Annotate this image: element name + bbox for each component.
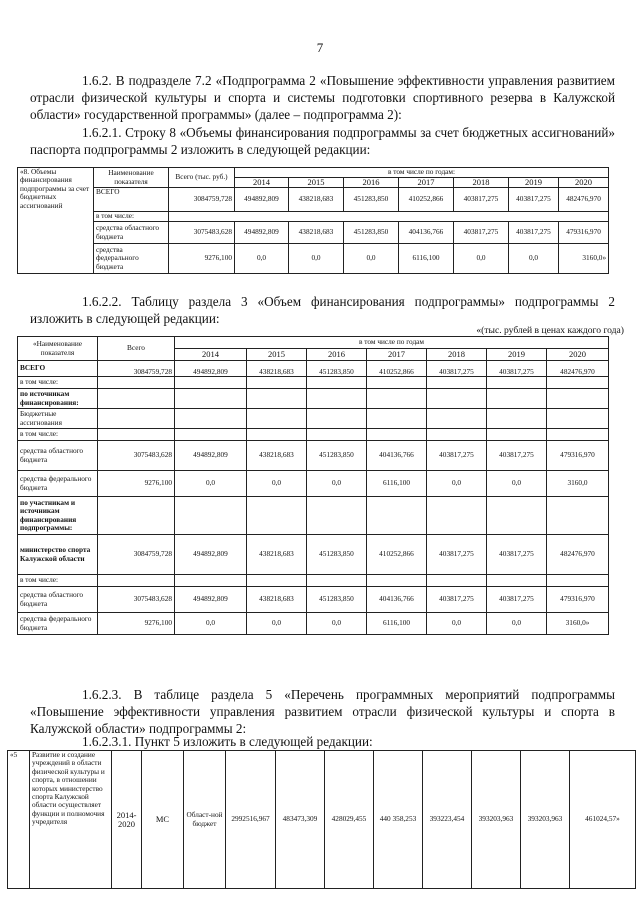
row-label: ВСЕГО [94, 188, 169, 212]
row-label: Бюджетные ассигнования [18, 409, 98, 429]
row-label: средства федерального бюджета [18, 613, 98, 635]
value-cell: 410252,866 [367, 535, 427, 575]
row-label: средства областного бюджета [18, 441, 98, 471]
total-cell: 3084759,728 [98, 535, 175, 575]
value-cell [487, 497, 547, 535]
header-year: 2014 [235, 178, 289, 188]
value-cell [247, 575, 307, 587]
header-year: 2017 [367, 349, 427, 361]
value-cell [427, 429, 487, 441]
empty-cell [169, 212, 609, 222]
page-number: 7 [316, 40, 324, 55]
value-cell: 479316,970 [547, 441, 609, 471]
table-row [18, 429, 609, 441]
value-cell [547, 497, 609, 535]
value-cell [487, 429, 547, 441]
value-cell [247, 409, 307, 429]
value-cell [247, 377, 307, 389]
total-cell [98, 409, 175, 429]
total-cell: 9276,100 [98, 613, 175, 635]
value-cell: 403817,275 [427, 587, 487, 613]
header-years-group: в том числе по годам: [235, 168, 609, 178]
value-cell: 451283,850 [307, 361, 367, 377]
value-cell: 451283,850 [307, 535, 367, 575]
value-cell [427, 497, 487, 535]
value-cell: 403817,275 [487, 587, 547, 613]
value-cell: 482476,970 [559, 188, 609, 212]
value-cell: 0,0 [344, 244, 399, 274]
measure-name: Развитие и создание учреждений в области физической культуры и спорта, в отношении которых министерство спорта Калужской области осуществляет функции и полномочия учредителя [30, 751, 112, 889]
value-cell: 0,0 [509, 244, 559, 274]
value-cell: 404136,766 [367, 441, 427, 471]
measures-item-5-table [7, 750, 636, 889]
value-cell: 6116,100 [367, 471, 427, 497]
value-cell [367, 429, 427, 441]
header-year: 2016 [344, 178, 399, 188]
value-cell: 393223,454 [423, 751, 472, 889]
row-label: в том числе: [18, 377, 98, 389]
row-label: в том числе: [18, 575, 98, 587]
value-cell: 438218,683 [247, 587, 307, 613]
value-cell: 403817,275 [487, 361, 547, 377]
row-label: в том числе: [18, 429, 98, 441]
value-cell [367, 389, 427, 409]
value-cell: 494892,809 [235, 188, 289, 212]
value-cell [175, 377, 247, 389]
value-cell [247, 389, 307, 409]
value-cell: 482476,970 [547, 535, 609, 575]
header-name: «Наименование показателя [18, 337, 98, 361]
value-cell [427, 409, 487, 429]
header-year: 2019 [509, 178, 559, 188]
header-year: 2019 [487, 349, 547, 361]
table-row [18, 575, 609, 587]
value-cell: 403817,275 [487, 441, 547, 471]
value-cell [487, 377, 547, 389]
value-cell [367, 575, 427, 587]
value-cell: 6116,100 [367, 613, 427, 635]
value-cell: 479316,970 [559, 222, 609, 244]
value-cell: 0,0 [247, 471, 307, 497]
header-year: 2020 [547, 349, 609, 361]
row-label: средства областного бюджета [94, 222, 169, 244]
value-cell: 0,0 [235, 244, 289, 274]
value-cell: 0,0 [427, 613, 487, 635]
value-cell: 0,0 [487, 613, 547, 635]
value-cell [175, 409, 247, 429]
header-year: 2018 [427, 349, 487, 361]
total-cell: 3075483,628 [98, 587, 175, 613]
row-label: по источникам финансирования: [18, 389, 98, 409]
value-cell [175, 429, 247, 441]
passport-row-8-table [17, 167, 609, 274]
value-cell: 403817,275 [509, 222, 559, 244]
value-cell: 404136,766 [367, 587, 427, 613]
value-cell [307, 575, 367, 587]
header-total: Всего (тыс. руб.) [169, 168, 235, 188]
table-row [18, 535, 609, 575]
table-row [18, 377, 609, 389]
value-cell: 6116,100 [399, 244, 454, 274]
value-cell [367, 377, 427, 389]
value-cell: 410252,866 [399, 188, 454, 212]
value-cell [175, 497, 247, 535]
header-year: 2014 [175, 349, 247, 361]
header-name: Наименование показателя [94, 168, 169, 188]
paragraph-text: 1.6.2. В подразделе 7.2 «Подпрограмма 2 «Повышение эффективности управления развитием отрасли физической культуры и спорта и системы подготовки спортивного резерва в Калужской области» государственной программы» (далее – подпрограмма 2): [30, 73, 615, 122]
value-cell: 438218,683 [247, 535, 307, 575]
row-label: средства областного бюджета [18, 587, 98, 613]
value-cell: 451283,850 [307, 587, 367, 613]
paragraph-1-6-2 [30, 72, 615, 123]
value-cell [247, 429, 307, 441]
total-cell: 3075483,628 [169, 222, 235, 244]
value-cell [427, 389, 487, 409]
value-cell [547, 429, 609, 441]
paragraph-text: 1.6.2.1. Строку 8 «Объемы финансирования подпрограммы за счет бюджетных ассигнований» паспорта подпрограммы 2 изложить в следующей редакции: [30, 125, 615, 157]
value-cell: 0,0 [427, 471, 487, 497]
total-cell: 3075483,628 [98, 441, 175, 471]
value-cell: 403817,275 [427, 441, 487, 471]
value-cell: 494892,809 [175, 441, 247, 471]
value-cell [307, 377, 367, 389]
paragraph-1-6-2-2 [30, 293, 615, 327]
header-years-group: в том числе по годам [175, 337, 609, 349]
value-cell: 393203,963 [472, 751, 521, 889]
value-cell: 0,0 [487, 471, 547, 497]
value-cell: 494892,809 [235, 222, 289, 244]
value-cell: 403817,275 [427, 361, 487, 377]
total-cell [98, 377, 175, 389]
value-cell [487, 409, 547, 429]
unit-note: «(тыс. рублей в ценах каждого года) [476, 325, 624, 336]
row-label: министерство спорта Калужской области [18, 535, 98, 575]
value-cell [547, 389, 609, 409]
value-cell [487, 389, 547, 409]
financing-table-body [18, 361, 609, 635]
value-cell: 403817,275 [454, 188, 509, 212]
value-cell: 438218,683 [289, 188, 344, 212]
measure-executor: МС [142, 751, 184, 889]
table-row [18, 613, 609, 635]
value-cell: 0,0 [175, 471, 247, 497]
financing-volume-table [17, 336, 609, 635]
value-cell: 0,0 [289, 244, 344, 274]
value-cell: 0,0 [307, 471, 367, 497]
value-cell [547, 409, 609, 429]
value-cell [247, 497, 307, 535]
value-cell [367, 497, 427, 535]
value-cell: 403817,275 [487, 535, 547, 575]
total-cell [98, 389, 175, 409]
value-cell: 403817,275 [509, 188, 559, 212]
value-cell: 482476,970 [547, 361, 609, 377]
value-cell: 438218,683 [289, 222, 344, 244]
value-cell: 438218,683 [247, 361, 307, 377]
value-cell [307, 389, 367, 409]
table-row [18, 497, 609, 535]
total-cell: 9276,100 [98, 471, 175, 497]
value-cell [307, 497, 367, 535]
measure-period: 2014-2020 [112, 751, 142, 889]
value-cell: 428029,455 [325, 751, 374, 889]
value-cell: 479316,970 [547, 587, 609, 613]
value-cell: 438218,683 [247, 441, 307, 471]
value-cell: 3160,0 [547, 471, 609, 497]
value-cell: 404136,766 [399, 222, 454, 244]
total-cell [98, 429, 175, 441]
paragraph-text: 1.6.2.3. В таблице раздела 5 «Перечень программных мероприятий подпрограммы «Повышение эффективности управления развитием отрасли физической культуры и спорта в Калужской области» подпрограммы 2: [30, 687, 615, 736]
item-number: «5 [8, 751, 30, 889]
row-title-cell: «8. Объемы финансирования подпрограммы за счет бюджетных ассигнований [18, 168, 94, 274]
table-row [18, 441, 609, 471]
value-cell [307, 409, 367, 429]
value-cell [547, 575, 609, 587]
value-cell: 0,0 [175, 613, 247, 635]
value-cell [175, 389, 247, 409]
value-cell [367, 409, 427, 429]
value-cell [547, 377, 609, 389]
header-year: 2018 [454, 178, 509, 188]
value-cell: 0,0 [454, 244, 509, 274]
value-cell: 3160,0» [559, 244, 609, 274]
table-row [18, 361, 609, 377]
header-year: 2015 [247, 349, 307, 361]
value-cell: 403817,275 [427, 535, 487, 575]
value-cell: 410252,866 [367, 361, 427, 377]
total-cell: 2992516,967 [226, 751, 276, 889]
paragraph-text: 1.6.2.2. Таблицу раздела 3 «Объем финансирования подпрограммы» подпрограммы 2 изложить в следующей редакции: [30, 294, 615, 326]
value-cell: 0,0 [247, 613, 307, 635]
row-label: в том числе: [94, 212, 169, 222]
value-cell: 483473,309 [276, 751, 325, 889]
header-year: 2015 [289, 178, 344, 188]
value-cell: 494892,809 [175, 587, 247, 613]
row-label: ВСЕГО [18, 361, 98, 377]
total-cell [98, 575, 175, 587]
value-cell: 451283,850 [344, 222, 399, 244]
value-cell: 393203,963 [521, 751, 570, 889]
total-cell: 9276,100 [169, 244, 235, 274]
value-cell [487, 575, 547, 587]
value-cell: 3160,0» [547, 613, 609, 635]
funding-source: Област-ной бюджет [184, 751, 226, 889]
total-cell: 3084759,728 [169, 188, 235, 212]
header-total: Всего [98, 337, 175, 361]
value-cell: 461024,57» [570, 751, 636, 889]
value-cell: 440 358,253 [374, 751, 423, 889]
table-row [18, 409, 609, 429]
value-cell [427, 575, 487, 587]
value-cell: 0,0 [307, 613, 367, 635]
total-cell: 3084759,728 [98, 361, 175, 377]
paragraph-1-6-2-3-1 [30, 733, 615, 750]
value-cell [175, 575, 247, 587]
header-year: 2016 [307, 349, 367, 361]
value-cell: 403817,275 [454, 222, 509, 244]
value-cell: 494892,809 [175, 535, 247, 575]
value-cell [307, 429, 367, 441]
row-label: по участникам и источникам финансирования подпрограммы: [18, 497, 98, 535]
value-cell: 451283,850 [344, 188, 399, 212]
paragraph-1-6-2-1 [30, 124, 615, 158]
header-year: 2017 [399, 178, 454, 188]
value-cell: 494892,809 [175, 361, 247, 377]
table-row [18, 587, 609, 613]
value-cell [427, 377, 487, 389]
table-row [18, 389, 609, 409]
paragraph-text: 1.6.2.3.1. Пункт 5 изложить в следующей редакции: [82, 734, 373, 749]
table-row [18, 471, 609, 497]
paragraph-1-6-2-3 [30, 686, 615, 737]
row-label: средства федерального бюджета [18, 471, 98, 497]
total-cell [98, 497, 175, 535]
value-cell: 451283,850 [307, 441, 367, 471]
header-year: 2020 [559, 178, 609, 188]
row-label: средства федерального бюджета [94, 244, 169, 274]
